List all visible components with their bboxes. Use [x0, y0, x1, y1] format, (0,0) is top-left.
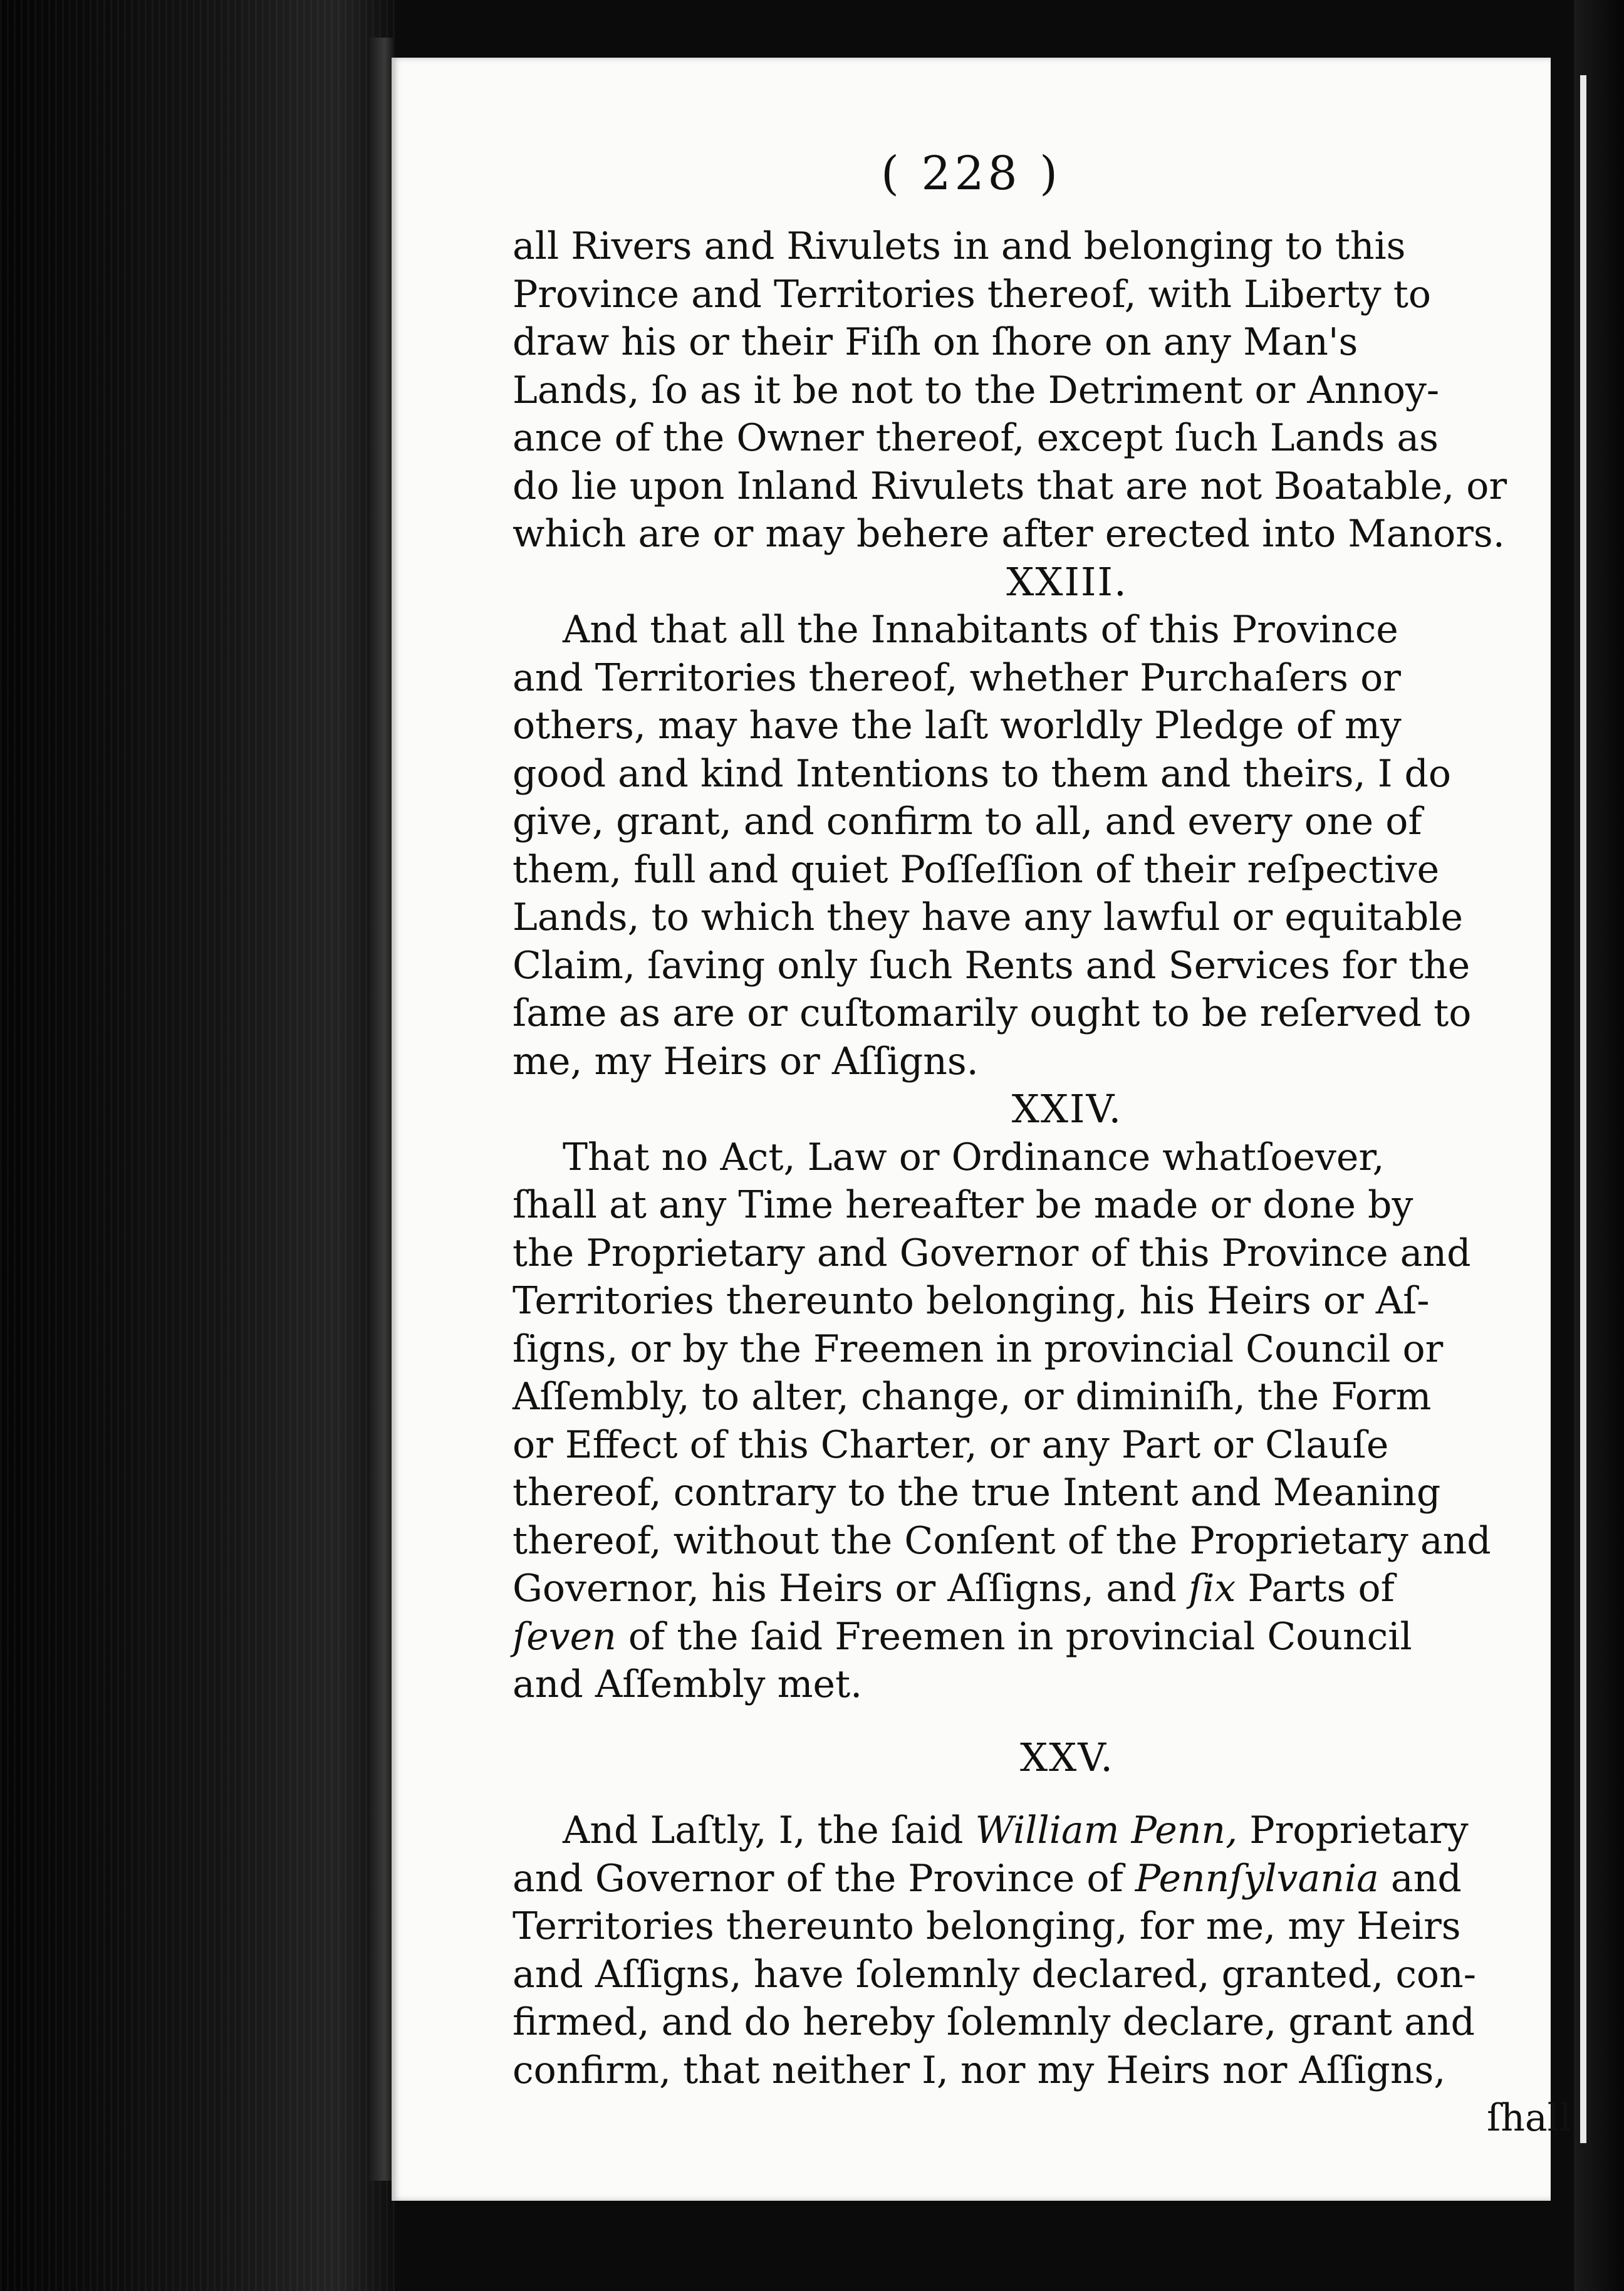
page-stack-edge	[370, 38, 395, 2181]
book-spine	[0, 0, 395, 2291]
text-line: or Effect of this Charter, or any Part or Clauſe	[513, 1422, 1389, 1467]
book-page	[392, 58, 1571, 2201]
section-heading-xxiii: XXIII.	[1006, 558, 1128, 605]
text-line: and Aſſembly met.	[513, 1662, 863, 1706]
page-number: ( 228 )	[880, 147, 1062, 201]
text-line: the Proprietary and Governor of this Province and	[513, 1231, 1471, 1275]
section-heading-xxiv: XXIV.	[1011, 1086, 1123, 1132]
section-heading-xxv: XXV.	[1020, 1734, 1114, 1780]
text-span: of the ſaid Freemen in provincial Council	[616, 1614, 1412, 1659]
text-line	[513, 1565, 1621, 1613]
italic-span: ſeven	[513, 1614, 617, 1659]
text-line: Claim, ſaving only ſuch Rents and Services for the	[513, 943, 1470, 988]
text-span: And Laſtly, I, the ſaid	[563, 1808, 976, 1852]
text-line: Lands, ſo as it be not to the Detriment or Annoy-	[513, 368, 1440, 412]
text-line	[513, 1855, 1621, 1903]
text-line: good and kind Intentions to them and theirs, I do	[513, 751, 1452, 796]
text-line: firmed, and do hereby ſolemnly declare, grant and	[513, 2000, 1475, 2044]
text-line: do lie upon Inland Rivulets that are not Boatable, or	[513, 464, 1507, 508]
page-body	[513, 222, 1621, 2142]
text-line: draw his or their Fiſh on ſhore on any Man's	[513, 320, 1358, 364]
text-span: Governor, his Heirs or Aſſigns, and	[513, 1567, 1189, 1610]
text-line: which are or may behere after erected into Manors.	[513, 512, 1505, 556]
italic-span: William Penn,	[975, 1808, 1238, 1852]
text-line: Aſſembly, to alter, change, or diminiſh, the Form	[513, 1375, 1432, 1419]
italic-span: Pennſylvania	[1135, 1856, 1379, 1901]
text-line: ſhall at any Time hereafter be made or done by	[513, 1183, 1413, 1227]
text-line: and Territories thereof, whether Purchaſers or	[513, 655, 1401, 700]
text-line: them, full and quiet Poſſeſſion of their reſpective	[513, 847, 1440, 892]
text-line: all Rivers and Rivulets in and belonging to this	[513, 224, 1406, 268]
text-line: That no Act, Law or Ordinance whatſoever,	[563, 1135, 1385, 1179]
text-line: thereof, without the Conſent of the Proprietary and	[513, 1518, 1491, 1563]
text-line: ſame as are or cuſtomarily ought to be reſerved to	[513, 991, 1472, 1035]
text-span: Parts of	[1236, 1567, 1395, 1610]
text-line: Territories thereunto belonging, his Heirs or Aſ-	[513, 1279, 1430, 1323]
text-line	[513, 1613, 1621, 1661]
text-line	[513, 1807, 1621, 1855]
text-line: me, my Heirs or Aſſigns.	[513, 1039, 979, 1083]
text-line: Territories thereunto belonging, for me, my Heirs	[513, 1904, 1461, 1948]
section-gap	[513, 1709, 1621, 1734]
text-line: And that all the Innabitants of this Province	[563, 608, 1398, 652]
text-line: give, grant, and confirm to all, and every one of	[513, 800, 1422, 843]
text-line: others, may have the laſt worldly Pledge of my	[513, 704, 1402, 748]
text-span: Proprietary	[1237, 1808, 1469, 1852]
section-gap	[513, 1782, 1621, 1807]
text-line: Province and Territories thereof, with Liberty to	[513, 272, 1431, 316]
italic-span: ſix	[1189, 1567, 1236, 1610]
text-span: and Governor of the Province of	[513, 1856, 1135, 1901]
text-line: thereof, contrary to the true Intent and Meaning	[513, 1471, 1441, 1515]
catchword: ſhall	[1487, 2096, 1571, 2140]
text-line: Lands, to which they have any lawful or equitable	[513, 895, 1463, 939]
text-span: and	[1378, 1856, 1462, 1901]
text-line: ſigns, or by the Freemen in provincial Council or	[513, 1327, 1444, 1371]
text-line: ance of the Owner thereof, except ſuch Lands as	[513, 416, 1439, 460]
text-line: and Aſſigns, have ſolemnly declared, granted, con-	[513, 1952, 1476, 1996]
text-line: confirm, that neither I, nor my Heirs nor Aſſigns,	[513, 2048, 1446, 2092]
